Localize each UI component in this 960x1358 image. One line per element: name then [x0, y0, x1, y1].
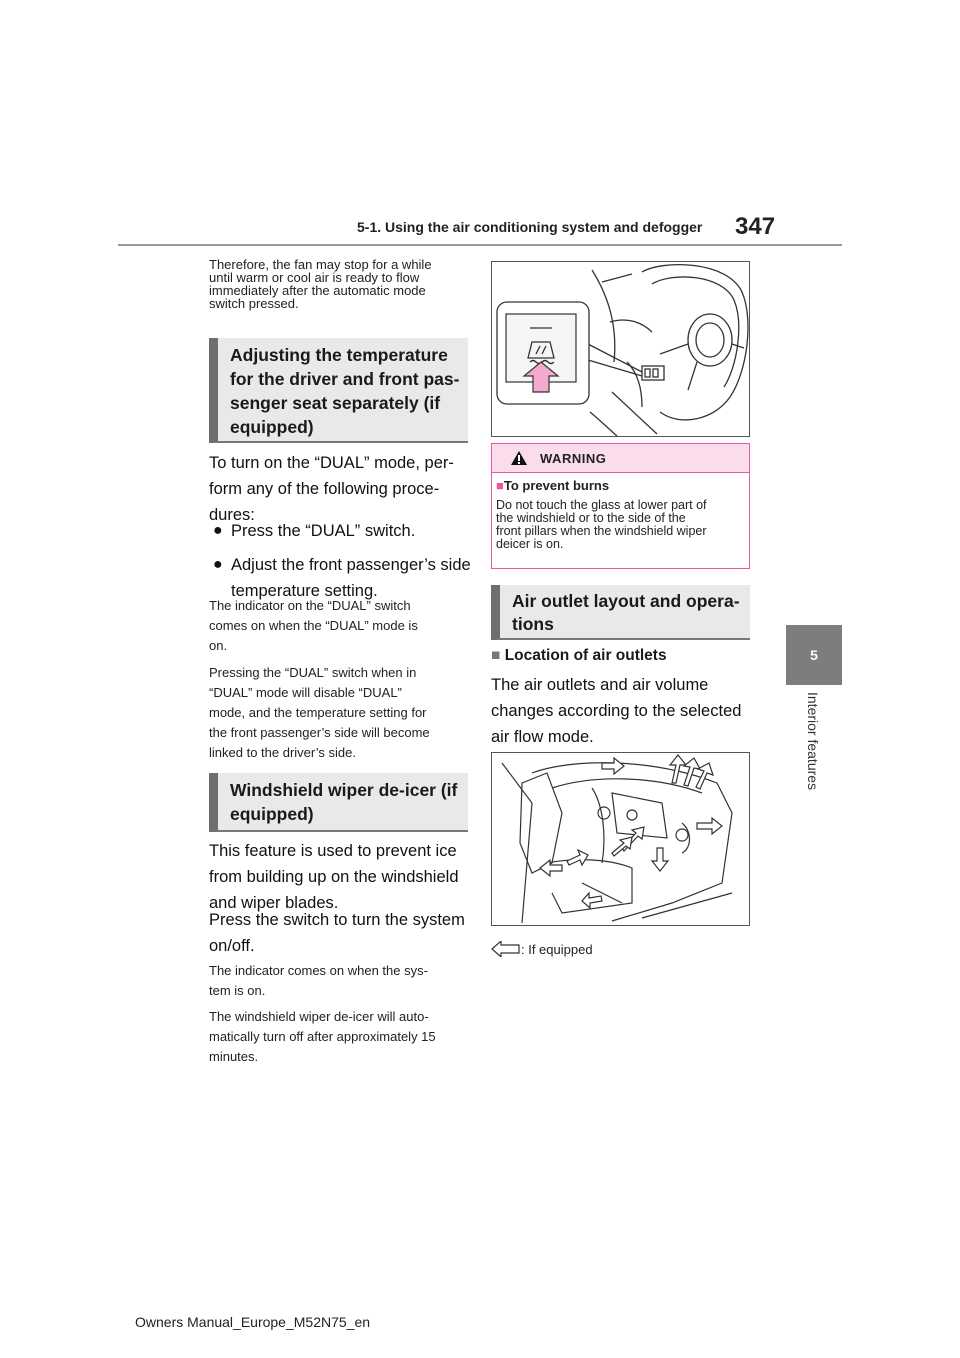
warning-subtitle	[496, 478, 609, 493]
chapter-label	[800, 692, 824, 802]
heading-line: tions	[512, 614, 554, 634]
subheading-text: Location of air outlets	[504, 647, 667, 664]
note-line: linked to the driver’s side.	[209, 745, 356, 760]
heading-line: equipped)	[230, 804, 314, 824]
warning-header	[492, 444, 749, 473]
deicer-switch-illustration	[491, 261, 750, 437]
dual-bullet-list	[213, 518, 483, 604]
note-line: Pressing the “DUAL” switch when in	[209, 665, 417, 680]
chapter-number: 5	[810, 647, 818, 663]
chapter-tab[interactable]	[786, 625, 842, 685]
deicer-note-2	[209, 1007, 479, 1067]
section-heading-dual	[209, 338, 468, 443]
note-line: tem is on.	[209, 983, 266, 998]
note-line: The indicator on the “DUAL” switch	[209, 598, 411, 613]
warning-line: the windshield or to the side of the	[496, 511, 686, 525]
legend-text: : If equipped	[521, 941, 593, 957]
airflow-arrow-icon	[670, 755, 686, 783]
note-line: The windshield wiper de-icer will auto-	[209, 1009, 429, 1024]
section-heading-air-outlets	[491, 585, 750, 640]
page-number: 347	[735, 213, 776, 240]
deicer-body-1	[209, 838, 479, 916]
header-rule	[118, 244, 842, 246]
note-line: “DUAL” mode will disable “DUAL”	[209, 685, 402, 700]
intro-paragraph	[209, 258, 471, 310]
airflow-arrow-icon	[602, 758, 624, 774]
body-line: changes according to the selected	[491, 702, 742, 720]
body-line: from building up on the windshield	[209, 868, 459, 886]
body-line: on/off.	[209, 937, 255, 955]
legend-if-equipped	[491, 941, 593, 957]
footer-manual-id: Owners Manual_Europe_M52N75_en	[135, 1314, 371, 1330]
airflow-arrow-icon	[684, 758, 700, 786]
dashboard-switch-drawing	[492, 262, 749, 436]
chapter-label-text: Interior features	[805, 692, 821, 791]
intro-line: Therefore, the fan may stop for a while	[209, 257, 432, 272]
bullet-icon: ●	[213, 522, 223, 539]
dual-note-2	[209, 663, 479, 763]
heading-line: Air outlet layout and opera-	[512, 591, 740, 611]
heading-line: senger seat separately (if	[230, 393, 441, 413]
airflow-arrow-icon	[491, 941, 521, 957]
body-line: The air outlets and air volume	[491, 676, 709, 694]
running-header-title: 5-1. Using the air conditioning system and defogger	[357, 219, 703, 235]
body-line: and wiper blades.	[209, 894, 339, 912]
deicer-body-2	[209, 907, 479, 959]
warning-triangle-icon	[510, 450, 528, 466]
body-line: form any of the following proce-	[209, 480, 440, 498]
note-line: the front passenger’s side will become	[209, 725, 430, 740]
heading-line: Adjusting the temperature	[230, 345, 448, 365]
dual-note-1	[209, 596, 479, 656]
heading-line: equipped)	[230, 417, 314, 437]
airflow-arrow-icon	[612, 837, 632, 856]
dual-body	[209, 450, 479, 528]
heading-line: for the driver and front pas-	[230, 369, 460, 389]
note-line: matically turn off after approximately 15	[209, 1029, 436, 1044]
air-outlet-body	[491, 672, 761, 750]
body-line: This feature is used to prevent ice	[209, 842, 457, 860]
cabin-airflow-drawing	[492, 753, 749, 925]
note-line: mode, and the temperature setting for	[209, 705, 427, 720]
intro-line: switch pressed.	[209, 296, 299, 311]
warning-box	[491, 443, 750, 569]
airflow-arrow-icon	[652, 848, 668, 871]
list-item	[213, 518, 483, 544]
airflow-arrow-icon	[582, 893, 602, 908]
section-heading-deicer	[209, 773, 468, 832]
warning-title: WARNING	[540, 451, 607, 466]
subheading-location	[491, 647, 667, 665]
intro-line: immediately after the automatic mode	[209, 283, 426, 298]
bullet-line: temperature setting.	[231, 582, 378, 600]
note-line: comes on when the “DUAL” mode is	[209, 618, 418, 633]
body-line: To turn on the “DUAL” mode, per-	[209, 454, 454, 472]
intro-line: until warm or cool air is ready to flow	[209, 270, 420, 285]
square-bullet-icon: ■	[496, 478, 504, 493]
body-line: air flow mode.	[491, 728, 594, 746]
note-line: on.	[209, 638, 228, 653]
deicer-note-1	[209, 961, 479, 1001]
square-bullet-icon: ■	[491, 647, 501, 664]
note-line: The indicator comes on when the sys-	[209, 963, 428, 978]
air-outlets-illustration	[491, 752, 750, 926]
bullet-line: Adjust the front passenger’s side	[231, 556, 471, 574]
bullet-line: Press the “DUAL” switch.	[231, 522, 416, 540]
bullet-icon: ●	[213, 556, 223, 573]
warning-line: front pillars when the windshield wiper	[496, 524, 707, 538]
warning-line: Do not touch the glass at lower part of	[496, 498, 707, 512]
airflow-arrow-icon	[697, 818, 722, 834]
warning-subtitle-text: To prevent burns	[503, 478, 610, 493]
body-line: dures:	[209, 506, 255, 524]
note-line: minutes.	[209, 1049, 259, 1064]
body-line: Press the switch to turn the system	[209, 911, 465, 929]
airflow-arrow-icon	[567, 850, 588, 865]
heading-line: Windshield wiper de-icer (if	[230, 780, 458, 800]
warning-body	[496, 499, 744, 551]
warning-line: deicer is on.	[496, 537, 564, 551]
